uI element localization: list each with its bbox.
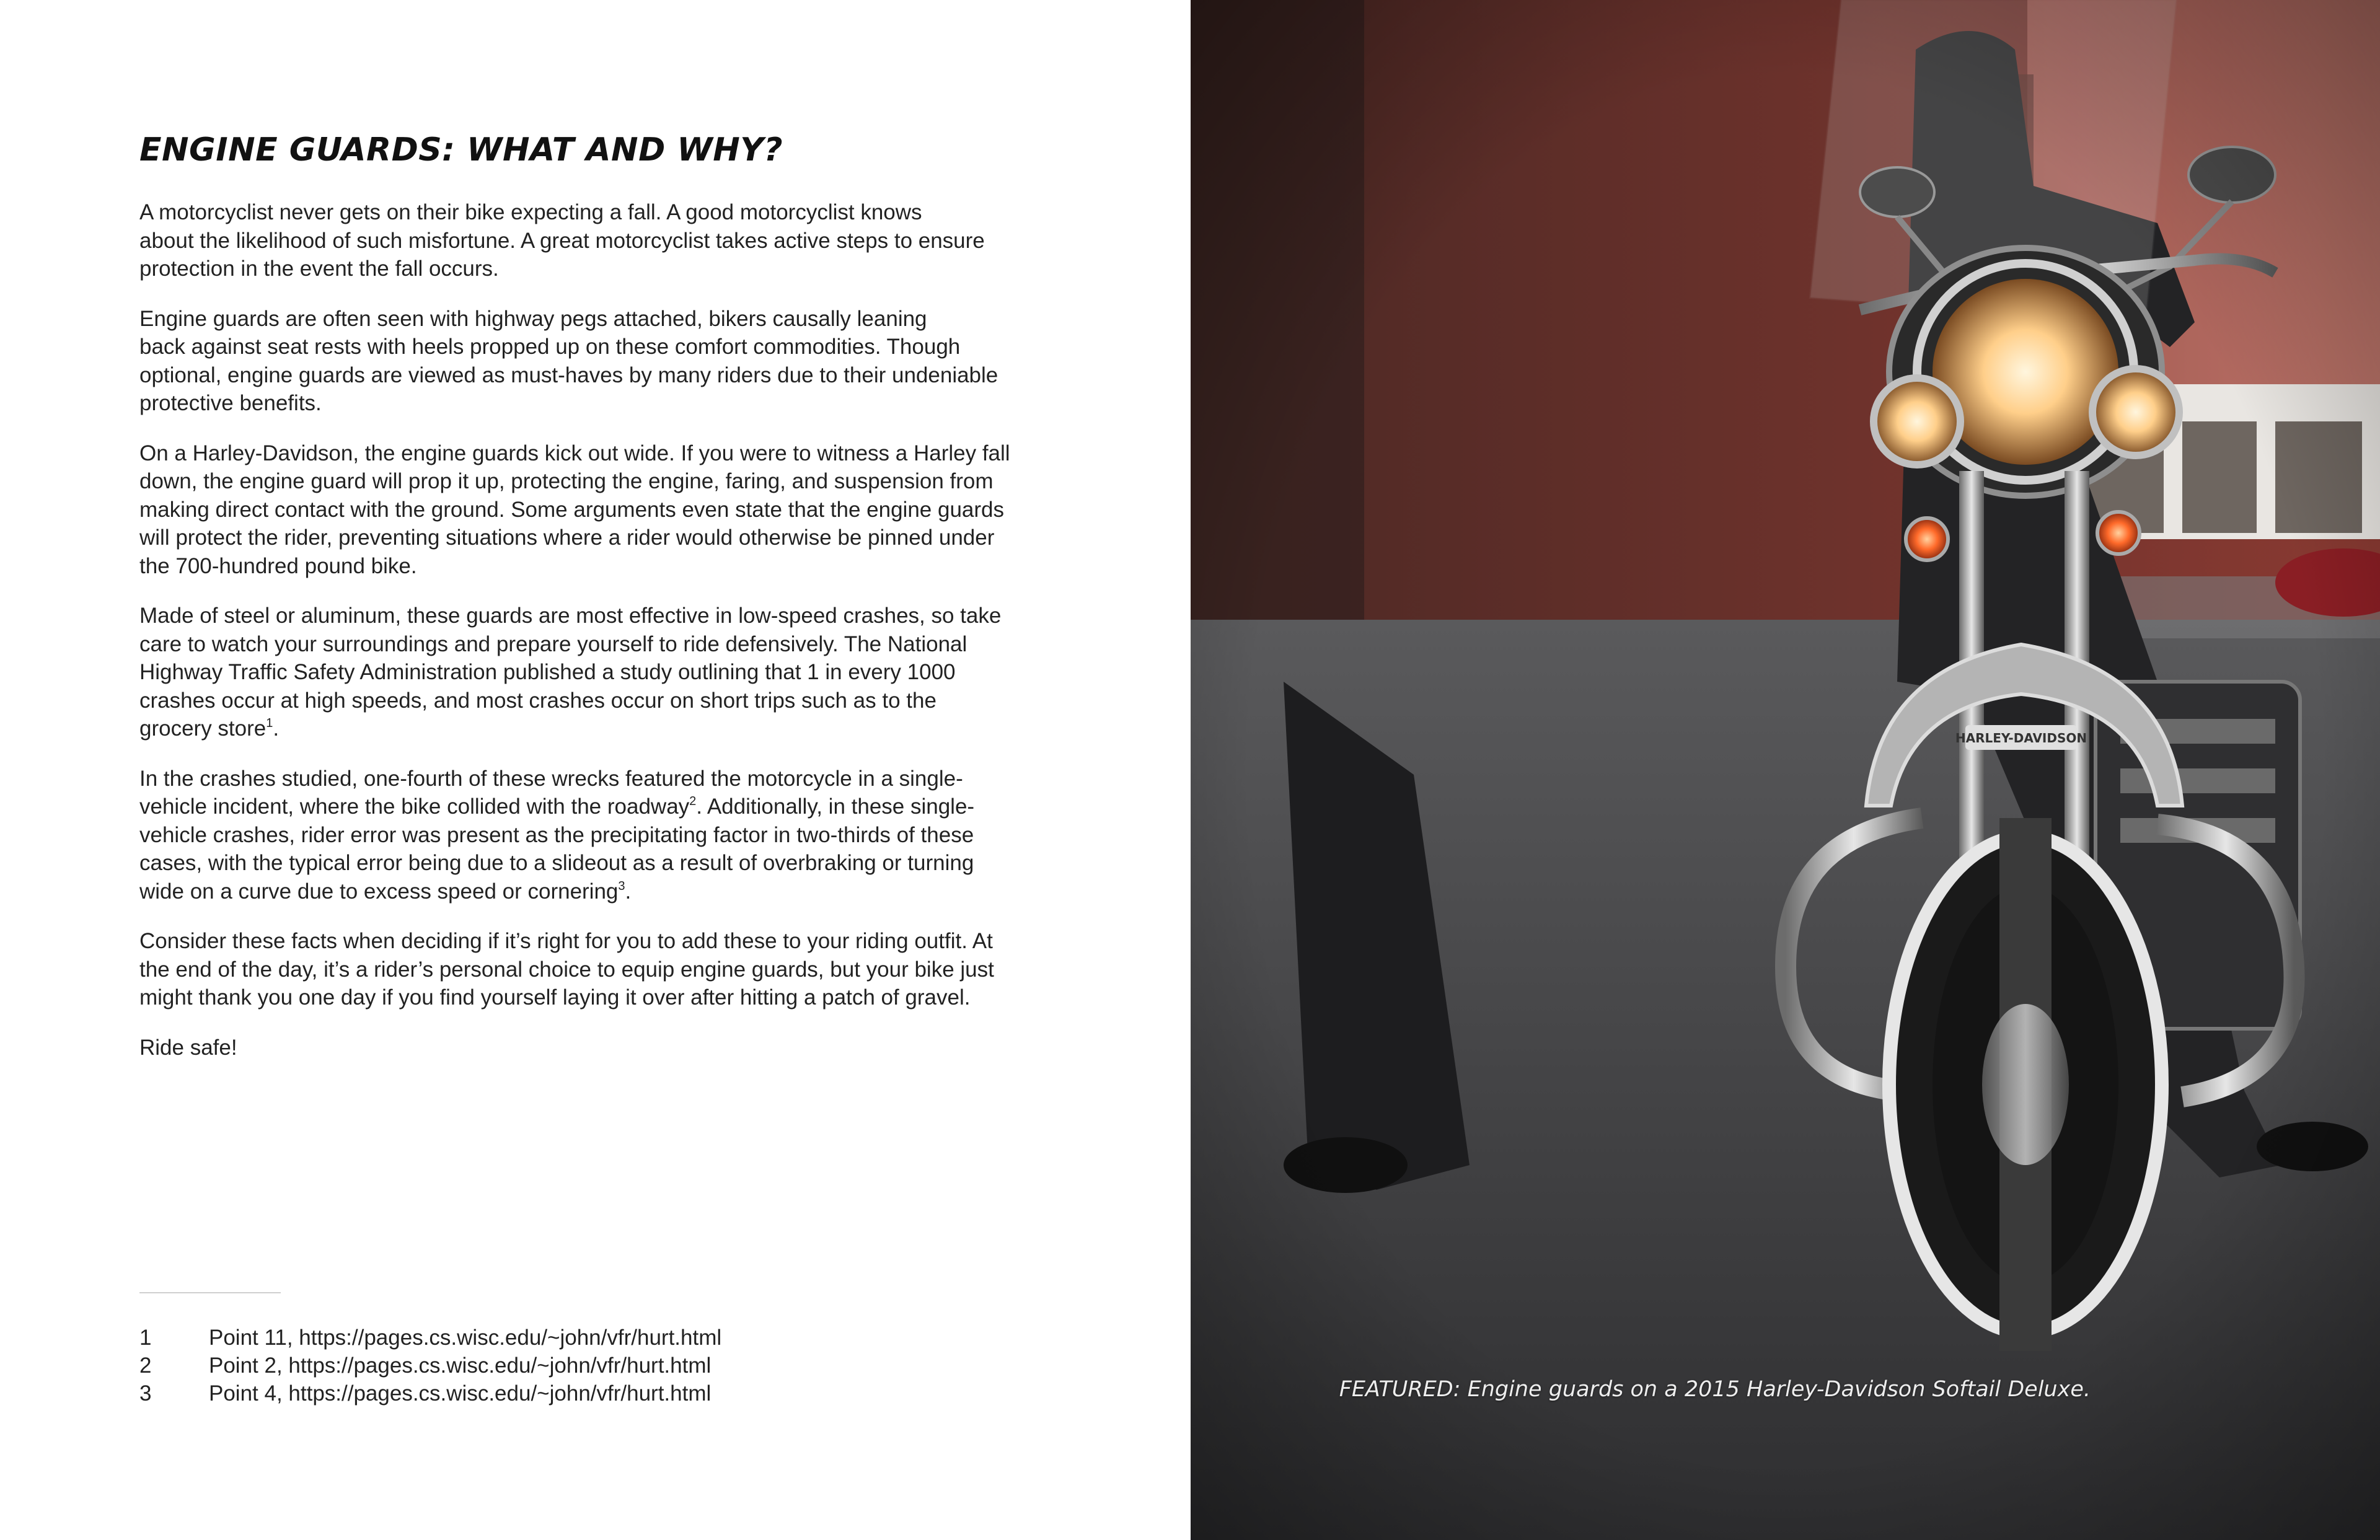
paragraph-harley: On a Harley-Davidson, the engine guards kick out wide. If you were to witness a Harley fall down, the engine guard will prop it up, protecting the engine, faring, and suspension from making direct contact with the ground. Some arguments even state that the engine guards will protect the rider, preventing situations where a rider would otherwise be pinned under the 700-hundred pound bike. — [139, 441, 1010, 578]
footnote-item — [139, 1324, 1007, 1352]
article-title: ENGINE GUARDS: WHAT AND WHY? — [139, 131, 783, 169]
footnotes — [139, 1324, 1007, 1407]
footnote-number: 3 — [139, 1381, 152, 1406]
paragraph-crash-study-text-a: In the crashes studied, one-fourth of these wrecks featured the motorcycle in a single- vehicle incident, where the bike collided with the roadway — [139, 766, 963, 819]
paragraph-materials — [139, 602, 1066, 743]
footnote-item — [139, 1379, 1007, 1407]
paragraph-crash-study-end: . — [625, 879, 632, 904]
featured-photo-page — [1191, 0, 2380, 1540]
footnote-number: 2 — [139, 1353, 152, 1378]
paragraph-highway-pegs: Engine guards are often seen with highway pegs attached, bikers causally leaning back against seat rests with heels propped up on these comfort commodities. Though optional, engine guards are viewed as must-haves by many riders due to their undeniable protective benefits. — [139, 306, 998, 415]
paragraph-materials-end: . — [273, 716, 280, 741]
photo-caption: FEATURED: Engine guards on a 2015 Harley-Davidson Softail Deluxe. — [1339, 1377, 2091, 1402]
paragraph-crash-study — [139, 765, 1066, 906]
paragraph-sign-off: Ride safe! — [139, 1035, 237, 1060]
footnote-ref-2[interactable]: 2 — [689, 794, 697, 808]
footnote-ref-3[interactable]: 3 — [618, 879, 625, 893]
footnote-link[interactable]: Point 2, https://pages.cs.wisc.edu/~john/vfr/hurt.html — [209, 1353, 712, 1378]
footnote-number: 1 — [139, 1326, 152, 1350]
footnote-link[interactable]: Point 4, https://pages.cs.wisc.edu/~john/vfr/hurt.html — [209, 1381, 712, 1406]
paragraph-crash-study-text-b: . Additionally, in these single- vehicle crashes, rider error was present as the precipitating factor in two-thirds of these cases, with the typical error being due to a slideout as a result of overbraking or turning wide on a curve due to excess speed or cornering — [139, 794, 975, 904]
paragraph-materials-text: Made of steel or aluminum, these guards are most effective in low-speed crashes, so take care to watch your surroundings and prepare yourself to ride defensively. The National Highway Traffic Safety Administration published a study outlining that 1 in every 1000 crashes occur at high speeds, and most crashes occur on short trips such as to the grocery store — [139, 604, 1002, 741]
footnote-divider — [139, 1292, 281, 1293]
footnote-ref-1[interactable]: 1 — [266, 716, 273, 730]
paragraph-intro: A motorcyclist never gets on their bike expecting a fall. A good motorcyclist knows about the likelihood of such misfortune. A great motorcyclist takes active steps to ensure protection in the event the fall occurs. — [139, 200, 985, 281]
footnote-link[interactable]: Point 11, https://pages.cs.wisc.edu/~john/vfr/hurt.html — [209, 1326, 722, 1350]
paragraph-conclusion: Consider these facts when deciding if it’s right for you to add these to your riding outfit. At the end of the day, it’s a rider’s personal choice to equip engine guards, but your bike just might thank you one day if you find yourself laying it over after hitting a patch of gravel. — [139, 929, 994, 1010]
article-body — [139, 198, 1066, 1083]
footnote-item — [139, 1352, 1007, 1379]
motorcycle-photo — [1191, 0, 2380, 1540]
